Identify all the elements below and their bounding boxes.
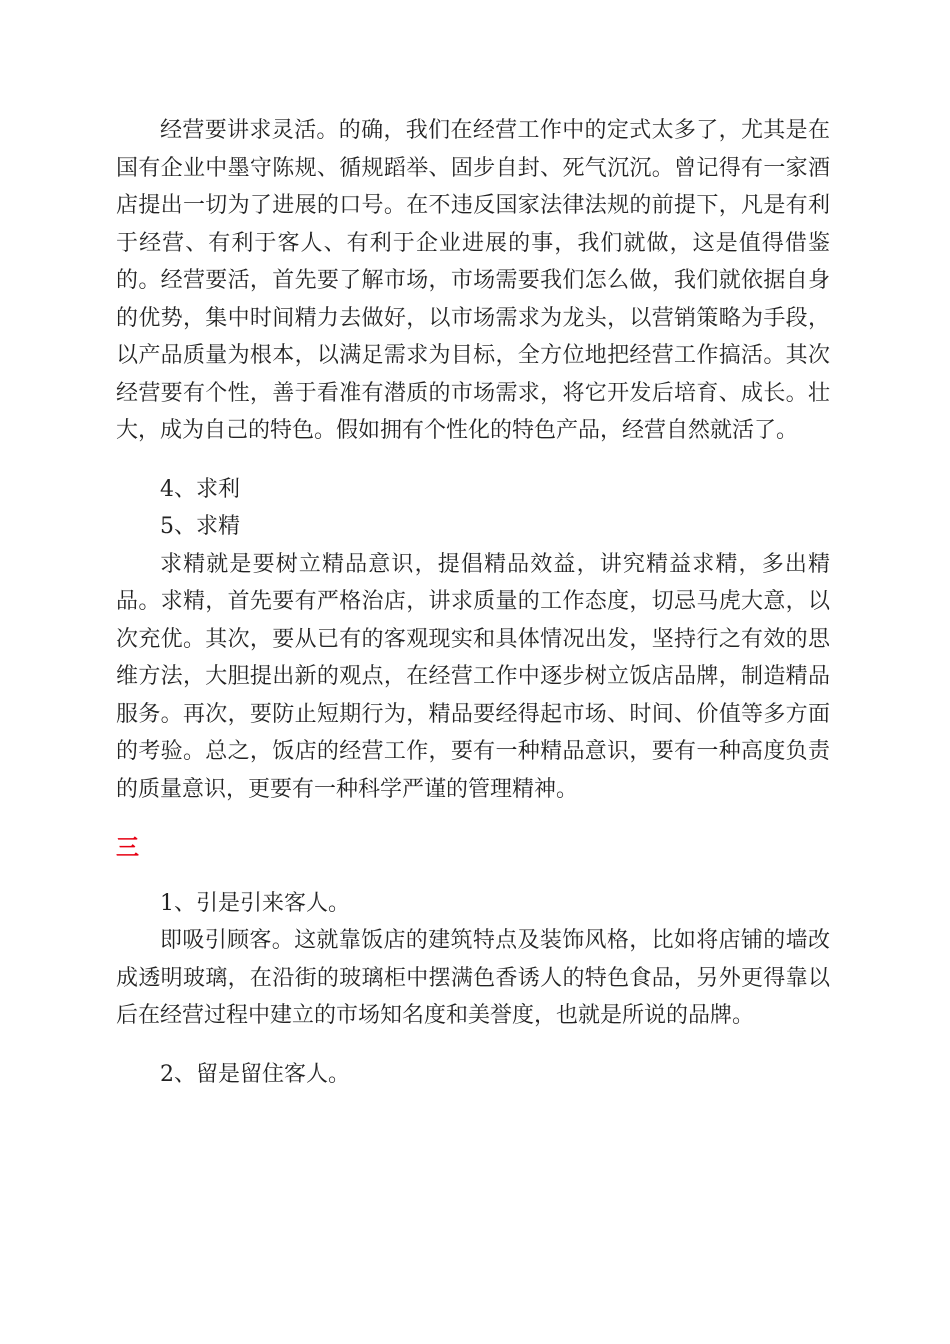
list-item-seek-excellence: 5、求精 [160, 514, 240, 539]
section-heading-three: 三 [116, 834, 139, 861]
list-item-retain-guests: 2、留是留住客人。 [160, 1061, 350, 1087]
paragraph-excellence: 求精就是要树立精品意识，提倡精品效益，讲究精益求精，多出精品。求精，首先要有严格治店，讲求质量的工作态度，切忌马虎大意，以次充优。其次，要从已有的客观现实和具体情况出发，坚持行之有效的思维方法，大胆提出新的观点，在经营工作中逐步树立饭店品牌，制造精品服务。再次，要防止短期行为，精品要经得起市场、时间、价值等多方面的考验。总之，饭店的经营工作，要有一种精品意识，要有一种高度负责的质量意识，更要有一种科学严谨的管理精神。 [116, 551, 830, 802]
paragraph-attract-guests: 即吸引顾客。这就靠饭店的建筑特点及装饰风格，比如将店铺的墙改成透明玻璃，在沿街的玻璃柜中摆满色香诱人的特色食品，另外更得靠以后在经营过程中建立的市场知名度和美誉度，也就是所说的品牌。 [116, 928, 830, 1028]
list-item-attract-guests: 1、引是引来客人。 [160, 890, 350, 916]
list-item-seek-profit: 4、求利 [160, 476, 240, 502]
paragraph-flexible-operation: 经营要讲求灵活。的确，我们在经营工作中的定式太多了，尤其是在国有企业中墨守陈规、循规蹈举、固步自封、死气沉沉。曾记得有一家酒店提出一切为了进展的口号。在不违反国家法律法规的前提下，凡是有利于经营、有利于客人、有利于企业进展的事，我们就做，这是值得借鉴的。经营要活，首先要了解市场，市场需要我们怎么做，我们就依据自身的优势，集中时间精力去做好，以市场需求为龙头，以营销策略为手段，以产品质量为根本，以满足需求为目标，全方位地把经营工作搞活。其次经营要有个性，善于看准有潜质的市场需求，将它开发后培育、成长。壮大，成为自己的特色。假如拥有个性化的特色产品，经营自然就活了。 [116, 118, 830, 443]
